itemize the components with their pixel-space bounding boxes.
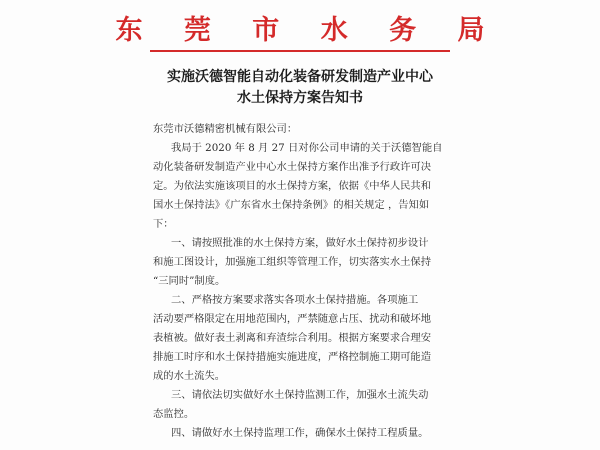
body-line: 活动要严格限定在用地范围内，严禁随意占压、扰动和破坏地 (153, 313, 432, 325)
body-line: 我局于 2020 年 8 月 27 日对你公司申请的关于沃德智能自 (171, 142, 443, 154)
body-line: 定。为依法实施该项目的水土保持方案，依据《中华人民共和 (153, 180, 432, 192)
body-line: 表植被。做好表土剥离和弃渣综合利用。根据方案要求合理安 (153, 332, 432, 344)
body-line: 态监控。 (153, 408, 195, 420)
body-line: 和施工图设计，加强施工组织等管理工作，切实落实水土保持 (153, 256, 432, 268)
header-red-line (150, 50, 450, 52)
body-line: 三、请依法切实做好水土保持监测工作，加强水土流失动 (171, 389, 429, 401)
addressee: 东莞市沃德精密机械有限公司： (153, 123, 298, 135)
document-title-line-1: 实施沃德智能自动化装备研发制造产业中心 (167, 69, 433, 85)
issuing-agency-header: 东 莞 市 水 务 局 (115, 15, 501, 46)
body-line: 成的水土流失。 (153, 370, 226, 382)
body-line: “三同时”制度。 (153, 275, 226, 287)
body-line: 下： (153, 218, 174, 230)
body-line: 一、请按照批准的水土保持方案，做好水土保持初步设计 (171, 237, 429, 249)
body-line: 二、严格按方案要求落实各项水土保持措施。各项施工 (171, 294, 419, 306)
body-line: 排施工时序和水土保持措施实施进度，严格控制施工期可能造 (153, 351, 432, 363)
body-line: 动化装备研发制造产业中心水土保持方案作出准予行政许可决 (153, 161, 432, 173)
body-line: 四、请做好水土保持监理工作，确保水土保持工程质量。 (171, 427, 429, 439)
document-title-line-2: 水土保持方案告知书 (237, 90, 363, 106)
body-line: 国水土保持法》《广东省水土保持条例》的相关规定 ，告知如 (153, 199, 430, 211)
